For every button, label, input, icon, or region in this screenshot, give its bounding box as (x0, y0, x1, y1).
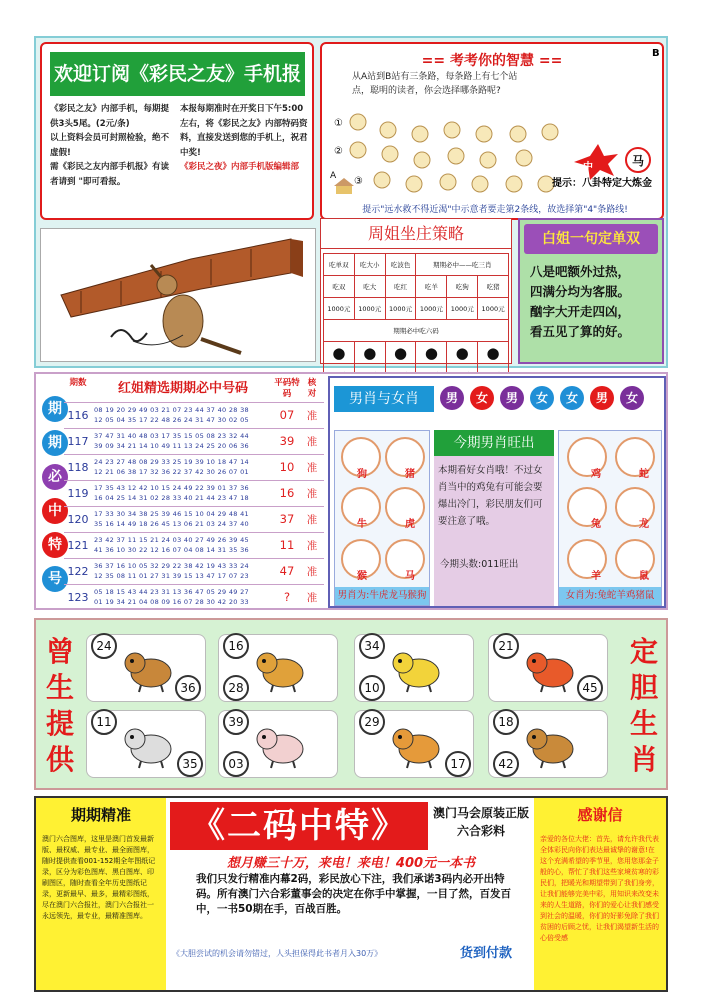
top-number: 39 (223, 709, 249, 735)
accuracy-panel (36, 798, 166, 990)
zodiac-label: 龙 (639, 519, 649, 530)
check-mark: 准 (306, 540, 318, 552)
row-divider (64, 480, 324, 481)
two-code-footnote: 《大胆尝试的机会请勿错过，人头担保得此书者月入30万》 (172, 949, 383, 958)
gender-ball: 男 (500, 386, 524, 410)
route-3-label: ③ (354, 176, 363, 187)
zodiac-label: 鸡 (591, 469, 601, 480)
puzzle-footer: 提示"远水救不得近渴"中示意者要走第2条线，故选择第"4"条路线! (362, 205, 628, 215)
check-mark: 准 (306, 436, 318, 448)
subscribe-right-text: 本报每期准时在开奖日下午5:00左右，将《彩民之友》内部特码资料，直接发送到您的手机上，祝君中奖! 《彩民之夜》内部手机版编辑部 (180, 104, 308, 172)
check-mark: 准 (306, 514, 318, 526)
bottom-number: 28 (223, 675, 249, 701)
check-mark: 准 (306, 592, 318, 604)
male-focus-title: 今期男肖旺出 (434, 430, 554, 456)
zodiac-label: 狗 (357, 469, 367, 480)
zodiac-label: 马 (405, 571, 415, 582)
subscribe-panel (40, 42, 314, 220)
puzzle-panel (320, 42, 664, 220)
subscribe-title: 欢迎订阅《彩民之友》手机报 (50, 52, 305, 96)
top-number: 16 (223, 633, 249, 659)
rooster-icon (567, 437, 607, 477)
kangaroo-wall-illustration (41, 229, 315, 361)
strategy-six-title: 期期必中吃六码 (324, 320, 509, 342)
strategy-dot: ● (324, 342, 355, 364)
bottom-section (34, 796, 668, 992)
sentence-title: 白姐一句定单双 (524, 224, 658, 254)
strategy-header-cell: 吃波色 (385, 254, 416, 276)
bottom-number: 36 (175, 675, 201, 701)
special-code: 39 (279, 434, 295, 448)
row-divider (64, 428, 324, 429)
animal-cell (488, 634, 608, 702)
strategy-panel (320, 218, 512, 364)
male-zodiac-box (334, 430, 430, 606)
zodiac-label: 鼠 (639, 571, 649, 582)
row-divider (64, 402, 324, 403)
top-number: 11 (91, 709, 117, 735)
female-zodiac-footer: 女肖为:兔蛇羊鸡猪鼠 (559, 587, 661, 605)
animal-cell (354, 634, 474, 702)
period-number: 116 (67, 409, 89, 422)
side-ball: 期 (42, 430, 68, 456)
strategy-header-cell: 吃单双 (324, 254, 355, 276)
strategy-title: 周姐坐庄策略 (321, 219, 511, 249)
dragon-icon (615, 487, 655, 527)
gender-ball: 女 (470, 386, 494, 410)
station-a-label: A (330, 171, 337, 181)
gender-ball: 女 (560, 386, 584, 410)
puzzle-question: 从A站到B站有三条路，每条路上有七个站点，聪明的读者，你会选择哪条路呢? (352, 72, 518, 96)
special-code: 11 (279, 538, 295, 552)
bottom-number: 10 (359, 675, 385, 701)
zodiac-label: 虎 (405, 519, 415, 530)
mouse-icon (615, 539, 655, 579)
rooster-icon (523, 645, 579, 693)
bottom-number: 03 (223, 751, 249, 777)
side-ball: 中 (42, 498, 68, 524)
strategy-cell: 1000元 (324, 298, 355, 320)
mouse-icon (523, 721, 579, 769)
strategy-cell: 吃猪 (478, 276, 509, 298)
sentence-body: 八是吧额外过热， 四满分均为客服。 酗字大开走四凶， 看五见了算的好。 (530, 264, 631, 339)
ox-icon (389, 721, 445, 769)
zodiac-label: 蛇 (639, 469, 649, 480)
period-number: 118 (67, 461, 89, 474)
strategy-cell: 吃双 (324, 276, 355, 298)
period-number: 122 (67, 565, 89, 578)
gender-ball: 男 (590, 386, 614, 410)
male-zodiac-footer: 男肖为:牛虎龙马猴狗 (335, 587, 429, 605)
special-code: 16 (279, 486, 295, 500)
numbers-title: 红姐精选期期必中号码 (117, 381, 248, 396)
bottom-number: 17 (445, 751, 471, 777)
male-female-panel (328, 376, 666, 608)
female-zodiac-box (558, 430, 662, 606)
top-number: 21 (493, 633, 519, 659)
check-mark: 准 (306, 488, 318, 500)
zodiac-label: 猴 (357, 571, 367, 582)
male-focus-count: 今期头数:011旺出 (440, 559, 519, 570)
animal-grid-section (34, 618, 668, 790)
snake-icon (615, 437, 655, 477)
male-focus-body: 本期看好女肖哦！不过女肖当中的鸡兔有可能会要爆出冷门，彩民朋友们可要注意了哦。 (438, 465, 543, 527)
original-tag: 澳门马会原装正版六合彩料 (432, 806, 529, 838)
number-list: 17 35 43 12 42 10 15 24 49 22 39 01 37 36 16 04 25 14 31 02 28 33 40 21 44 23 47 18 (94, 484, 249, 502)
bottom-number: 35 (177, 751, 203, 777)
row-divider (64, 454, 324, 455)
zodiac-label: 猪 (405, 469, 415, 480)
row-divider (64, 584, 324, 585)
special-code: 47 (279, 564, 295, 578)
male-focus-box (434, 430, 554, 606)
number-list: 17 33 30 34 38 25 39 46 15 10 04 29 48 41 35 16 14 49 18 26 45 13 06 21 03 24 37 40 (94, 510, 249, 528)
strategy-dot: ● (447, 342, 478, 364)
strategy-cell: 吃羊 (416, 276, 447, 298)
strategy-cell: 吃大 (354, 276, 385, 298)
strategy-table (323, 253, 509, 386)
strategy-cell: 1000元 (447, 298, 478, 320)
number-list: 24 23 27 48 08 29 33 25 19 39 10 18 47 14 12 21 06 38 17 32 36 22 37 42 30 26 07 01 (94, 458, 249, 476)
sentence-panel (518, 218, 664, 364)
subscribe-left-text: 《彩民之友》内部手机，每期提供3头5尾。(2元/条) 以上资料会员可封照检验，绝不虚假! 需《彩民之友内部手机报》有读者请到 "即可看报。 (50, 104, 170, 187)
two-code-title: 《二码中特》 (170, 802, 428, 850)
period-number: 120 (67, 513, 89, 526)
number-list: 36 37 16 10 05 32 29 22 38 42 19 43 33 24 12 35 08 11 01 27 31 39 15 13 47 17 07 23 (94, 562, 249, 580)
code-header: 平码特码 (274, 378, 300, 399)
period-header: 期数 (69, 378, 87, 388)
row-divider (64, 558, 324, 559)
gender-ball: 女 (530, 386, 554, 410)
check-header: 核对 (307, 378, 317, 399)
left-vertical-word: 曾 生 提 供 (45, 635, 74, 776)
top-number: 24 (91, 633, 117, 659)
strategy-dot: ● (354, 342, 385, 364)
animal-cell (488, 710, 608, 778)
strategy-header-cell: 期期必中——吃三肖 (416, 254, 509, 276)
horse-icon (121, 645, 177, 693)
side-ball: 特 (42, 532, 68, 558)
check-mark: 准 (306, 566, 318, 578)
side-ball: 号 (42, 566, 68, 592)
zodiac-label: 羊 (591, 571, 601, 582)
cash-on-delivery: 货到付款 (460, 946, 513, 961)
goat-icon (121, 721, 177, 769)
horse-label: 马 (632, 154, 645, 168)
animal-cell (86, 710, 206, 778)
gender-ball: 女 (620, 386, 644, 410)
strategy-dot: ● (385, 342, 416, 364)
chick-icon (389, 645, 445, 693)
animal-cell (218, 710, 338, 778)
special-code: 10 (279, 460, 295, 474)
top-number: 29 (359, 709, 385, 735)
bottom-number: 42 (493, 751, 519, 777)
side-ball: 必 (42, 464, 68, 490)
check-mark: 准 (306, 462, 318, 474)
number-list: 23 42 37 11 15 21 24 03 40 27 49 26 39 45 41 36 10 30 22 12 16 07 04 08 14 31 35 36 (94, 536, 249, 554)
male-female-title: 男肖与女肖 (334, 386, 434, 412)
row-divider (64, 506, 324, 507)
period-number: 121 (67, 539, 89, 552)
strategy-cell: 吃红 (385, 276, 416, 298)
thanks-panel (534, 798, 666, 990)
puzzle-tip: 提示：八卦特定大炼金 (552, 178, 652, 189)
period-number: 123 (67, 591, 89, 604)
check-mark: 准 (306, 410, 318, 422)
two-code-panel (166, 798, 534, 990)
strategy-header-cell: 吃大小 (354, 254, 385, 276)
slogan: 想月赚三十万，来电！来电！400元一本书 (226, 856, 476, 871)
animal-cell (354, 710, 474, 778)
route-1-label: ① (334, 118, 343, 129)
goat-icon (567, 539, 607, 579)
route-2-label: ② (334, 146, 343, 157)
special-code: 07 (279, 408, 295, 422)
row-divider (64, 532, 324, 533)
top-number: 18 (493, 709, 519, 735)
zodiac-label: 兔 (591, 519, 601, 530)
side-ball: 期 (42, 396, 68, 422)
two-code-body: 我们只发行精准内幕2码，彩民放心下注，我们承诺3码内必开出特码。所有澳门六合彩董事会的决定在你手中掌握，一目了然，百发百中，一书50期在手，百战百胜。 (196, 873, 511, 915)
puzzle-title: == 考考你的智慧 == (421, 53, 563, 69)
tiger-icon (253, 645, 309, 693)
strategy-cell: 吃狗 (447, 276, 478, 298)
station-b-label: B (652, 48, 660, 59)
bottom-number: 45 (577, 675, 603, 701)
strategy-cell: 1000元 (385, 298, 416, 320)
special-code: ? (283, 590, 291, 604)
rabbit-icon (567, 487, 607, 527)
zodiac-label: 牛 (357, 519, 367, 530)
right-vertical-word: 定 胆 生 肖 (629, 635, 658, 776)
strategy-cell: 1000元 (354, 298, 385, 320)
number-list: 05 18 15 43 44 23 31 13 36 47 05 29 49 27 01 19 34 21 04 08 09 16 07 28 30 42 20 33 (94, 588, 249, 606)
animal-cell (218, 634, 338, 702)
number-list: 37 47 31 40 48 03 17 35 15 05 08 23 32 44 39 09 34 21 14 10 49 11 13 24 25 20 06 36 (94, 432, 249, 450)
period-number: 119 (67, 487, 89, 500)
center-label: 中 (583, 162, 593, 173)
special-code: 37 (279, 512, 295, 526)
thanks-body: 亲爱的各位大佬：首先，请允许我代表全体彩民向你们表达最诚挚的谢意!在这个充满希望的季节里，您用您那金子般的心，帮忙了我们这些家境贫寒的彩民们，把暖光和期望带到了我们身旁，让我们能够完美中彩，用知识来改变未来的人生道路，你们的爱心让我们感受到社会的温暖，你们的好影免除了我们贫困的后顾之忧，让我们渴望新生活的心倍受感 (540, 835, 659, 942)
period-number: 117 (67, 435, 89, 448)
gender-ball: 男 (440, 386, 464, 410)
number-list: 08 19 20 29 49 03 21 07 23 44 37 40 28 38 12 05 04 35 17 22 48 26 24 31 47 30 02 05 (94, 406, 249, 424)
top-number: 34 (359, 633, 385, 659)
strategy-cell: 1000元 (416, 298, 447, 320)
animal-cell (86, 634, 206, 702)
thanks-title: 感谢信 (577, 806, 623, 824)
top-section (34, 36, 668, 368)
strategy-dot: ● (416, 342, 447, 364)
rabbit-icon (253, 721, 309, 769)
strategy-dot: ● (478, 342, 509, 364)
numbers-section (34, 372, 668, 610)
kangaroo-cartoon (40, 228, 316, 362)
accuracy-title: 期期精准 (70, 806, 131, 824)
accuracy-body: 澳门六合图库，这里是澳门首发最新版、最权威、最专业、最全面图库，随时提供查看001-152期全年图纸记录，区分为彩色图库、黑白图库、印刷图区，随时查看全年历史图纸记录，更新最早、最多，最精彩图纸，尽在澳门六合报社，澳门六合报社一永远领先，最专业，最精准图库。 (42, 835, 156, 920)
strategy-cell: 1000元 (478, 298, 509, 320)
